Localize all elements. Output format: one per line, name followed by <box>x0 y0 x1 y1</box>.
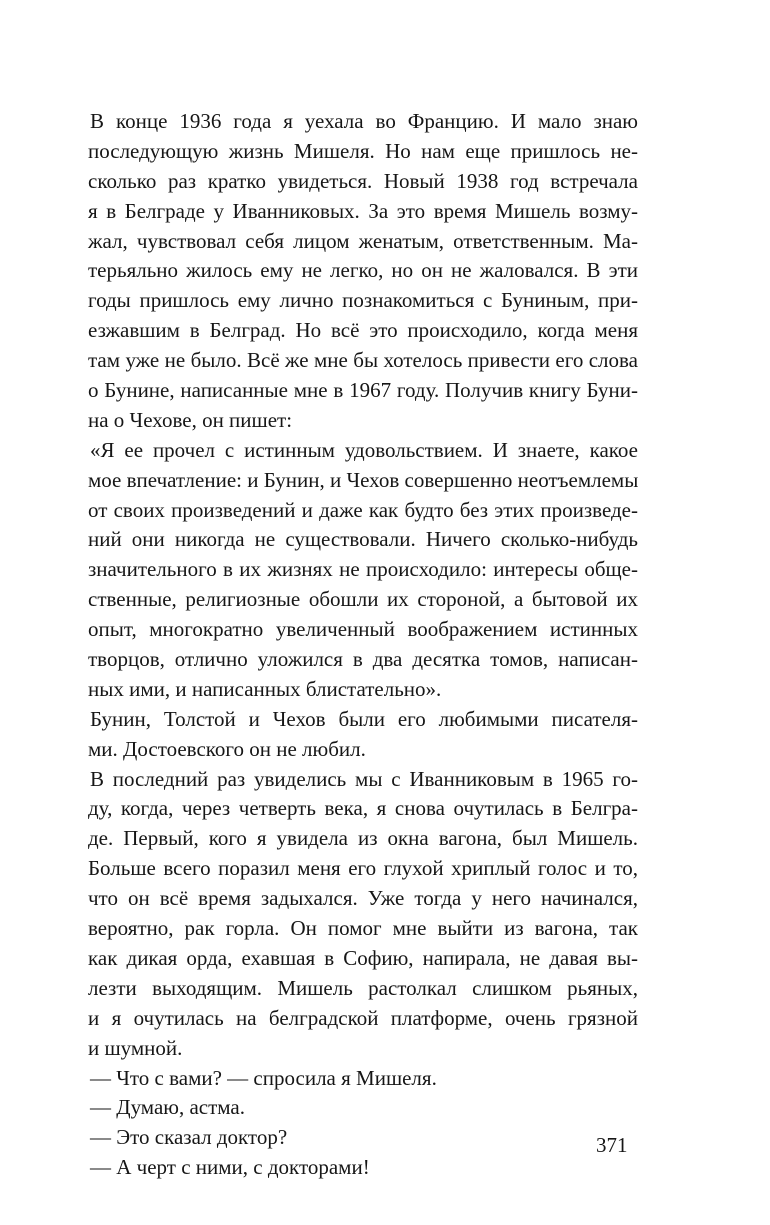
text-line: последующую жизнь Мишеля. Но нам еще пришлось не- <box>88 138 638 163</box>
text-line: на о Чехове, он пишет: <box>88 407 293 432</box>
dialogue-line <box>88 1064 638 1094</box>
text-line: ний они никогда не существовали. Ничего сколько-нибудь <box>88 527 638 552</box>
text-line: опыт, многократно увеличенный воображением истинных <box>88 617 638 642</box>
text-line: значительного в их жизнях не происходило: интересы обще- <box>88 557 638 582</box>
dialogue-line <box>88 1153 638 1183</box>
text-line: и шумной. <box>88 1035 183 1060</box>
text-line: де. Первый, кого я увидела из окна вагона, был Мишель. <box>88 826 638 851</box>
page-body <box>88 107 638 1183</box>
text-line: — Это сказал доктор? <box>90 1125 288 1150</box>
text-line: В последний раз увиделись мы с Иванниковым в 1965 го- <box>90 766 638 791</box>
paragraph <box>88 765 638 1064</box>
paragraph <box>88 107 638 436</box>
text-line: — А черт с ними, с докторами! <box>90 1155 370 1180</box>
text-line: там уже не было. Всё же мне бы хотелось привести его слова <box>88 348 638 373</box>
paragraph <box>88 705 638 765</box>
text-line: — Думаю, астма. <box>90 1095 245 1120</box>
text-line: терьяльно жилось ему не легко, но он не жаловался. В эти <box>88 258 638 283</box>
text-line: вероятно, рак горла. Он помог мне выйти из вагона, так <box>88 916 638 941</box>
text-line: ми. Достоевского он не любил. <box>88 736 366 761</box>
text-line: о Бунине, написанные мне в 1967 году. Получив книгу Буни- <box>88 378 638 403</box>
text-line: ственные, религиозные обошли их стороной, а бытовой их <box>88 587 638 612</box>
text-line: сколько раз кратко увидеться. Новый 1938 год встречала <box>88 168 638 193</box>
dialogue-line <box>88 1123 638 1153</box>
text-line: лезти выходящим. Мишель растолкал слишком рьяных, <box>88 975 638 1000</box>
dialogue-line <box>88 1093 638 1123</box>
text-line: мое впечатление: и Бунин, и Чехов совершенно неотъемлемы <box>88 467 639 492</box>
text-line: Бунин, Толстой и Чехов были его любимыми писателя- <box>90 706 638 731</box>
quote-paragraph <box>88 436 638 705</box>
text-line: Больше всего поразил меня его глухой хриплый голос и то, <box>88 856 638 881</box>
text-line: В конце 1936 года я уехала во Францию. И мало знаю <box>90 109 638 133</box>
page-number: 371 <box>596 1133 628 1157</box>
text-line: что он всё время задыхался. Уже тогда у него начинался, <box>88 886 638 911</box>
text-line: ду, когда, через четверть века, я снова очутилась в Белгра- <box>88 796 638 821</box>
text-line: годы пришлось ему лично познакомиться с Буниным, при- <box>88 288 638 313</box>
text-line: как дикая орда, ехавшая в Софию, напирала, не давая вы- <box>88 945 638 970</box>
text-line: жал, чувствовал себя лицом женатым, ответственным. Ма- <box>88 228 638 253</box>
text-line: «Я ее прочел с истинным удовольствием. И знаете, какое <box>90 437 638 462</box>
text-line: творцов, отлично уложился в два десятка томов, написан- <box>88 647 638 672</box>
text-line: от своих произведений и даже как будто без этих произведе- <box>88 497 638 522</box>
text-line: я в Белграде у Иванниковых. За это время Мишель возму- <box>88 198 638 223</box>
text-line: ных ими, и написанных блистательно». <box>88 676 442 701</box>
text-line: езжавшим в Белград. Но всё это происходило, когда меня <box>88 318 638 343</box>
text-line: — Что с вами? — спросила я Мишеля. <box>90 1065 437 1090</box>
text-line: и я очутилась на белградской платформе, очень грязной <box>88 1005 638 1030</box>
